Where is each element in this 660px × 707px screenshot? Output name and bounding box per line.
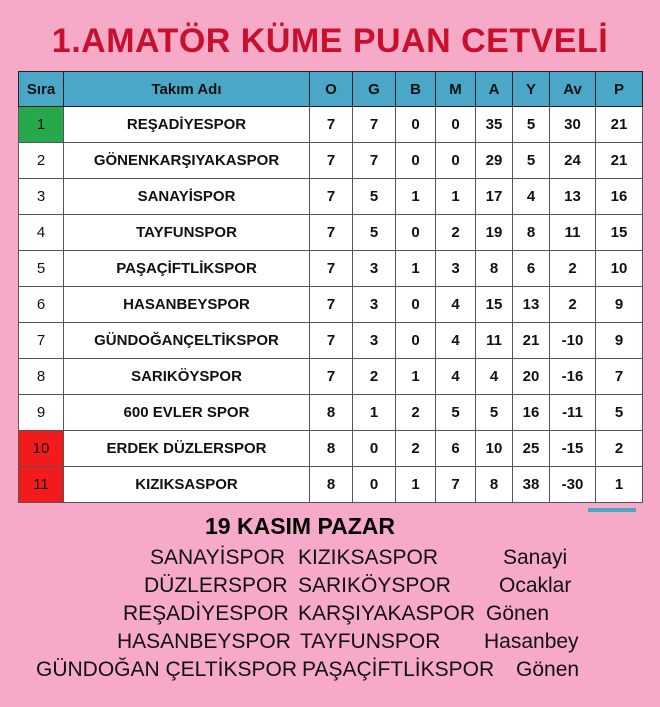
column-header: A [476,72,513,107]
rank-cell: 8 [19,359,64,395]
table-row [19,395,643,431]
stat-cell-a: 11 [476,323,513,359]
stat-cell-av: -10 [550,323,596,359]
stat-cell-av: 24 [550,143,596,179]
team-name-cell: ERDEK DÜZLERSPOR [64,431,310,467]
stat-cell-b: 2 [396,431,436,467]
table-row [19,287,643,323]
stat-cell-o: 7 [310,287,353,323]
stat-cell-av: -16 [550,359,596,395]
stat-cell-a: 17 [476,179,513,215]
stat-cell-m: 1 [436,179,476,215]
rank-cell: 4 [19,215,64,251]
team-name-cell: HASANBEYSPOR [64,287,310,323]
column-header: B [396,72,436,107]
column-header: P [596,72,643,107]
stat-cell-p: 7 [596,359,643,395]
stat-cell-o: 7 [310,143,353,179]
team-name-cell: GÜNDOĞANÇELTİKSPOR [64,323,310,359]
stat-cell-g: 2 [353,359,396,395]
fixture-home-team: SANAYİSPOR [150,546,285,569]
stat-cell-g: 3 [353,323,396,359]
stat-cell-m: 0 [436,143,476,179]
stat-cell-o: 8 [310,467,353,503]
stat-cell-m: 7 [436,467,476,503]
header-row [19,72,643,107]
rank-cell: 6 [19,287,64,323]
stat-cell-av: -11 [550,395,596,431]
stat-cell-o: 7 [310,251,353,287]
stat-cell-m: 4 [436,359,476,395]
team-name-cell: SANAYİSPOR [64,179,310,215]
stat-cell-av: 13 [550,179,596,215]
fixture-venue: Gönen [486,602,550,625]
stat-cell-b: 0 [396,323,436,359]
rank-cell: 2 [19,143,64,179]
stat-cell-a: 15 [476,287,513,323]
table-row [19,143,643,179]
stat-cell-o: 8 [310,431,353,467]
stat-cell-av: -30 [550,467,596,503]
rank-cell: 9 [19,395,64,431]
stat-cell-m: 6 [436,431,476,467]
stat-cell-p: 9 [596,323,643,359]
fixture-home-team: GÜNDOĞAN ÇELTİKSPOR [36,658,297,681]
table-row [19,359,643,395]
standings-table [18,71,643,503]
stat-cell-b: 2 [396,395,436,431]
rank-cell: 10 [19,431,64,467]
column-header: Av [550,72,596,107]
stat-cell-av: 11 [550,215,596,251]
stat-cell-p: 21 [596,107,643,143]
fixture-venue: Gönen [516,658,580,681]
fixture-venue: Sanayi [503,546,568,569]
fixture-away-team: PAŞAÇİFTLİKSPOR [302,658,495,681]
stat-cell-m: 5 [436,395,476,431]
stat-cell-p: 2 [596,431,643,467]
stat-cell-a: 35 [476,107,513,143]
rank-cell: 1 [19,107,64,143]
rank-cell: 7 [19,323,64,359]
stat-cell-a: 29 [476,143,513,179]
stat-cell-av: 2 [550,251,596,287]
stat-cell-y: 38 [513,467,550,503]
stat-cell-y: 13 [513,287,550,323]
standings-body [19,107,643,503]
team-name-cell: TAYFUNSPOR [64,215,310,251]
stat-cell-g: 0 [353,467,396,503]
stat-cell-b: 1 [396,251,436,287]
stat-cell-a: 4 [476,359,513,395]
stat-cell-p: 16 [596,179,643,215]
stat-cell-p: 10 [596,251,643,287]
fixture-away-team: TAYFUNSPOR [300,630,441,653]
column-header: M [436,72,476,107]
stat-cell-p: 9 [596,287,643,323]
stat-cell-av: 30 [550,107,596,143]
stat-cell-a: 10 [476,431,513,467]
stat-cell-o: 7 [310,179,353,215]
team-name-cell: 600 EVLER SPOR [64,395,310,431]
stat-cell-o: 7 [310,323,353,359]
fixture-away-team: SARIKÖYSPOR [298,574,451,597]
stat-cell-a: 5 [476,395,513,431]
stat-cell-y: 6 [513,251,550,287]
rank-cell: 3 [19,179,64,215]
stat-cell-o: 7 [310,359,353,395]
table-row [19,107,643,143]
stat-cell-y: 5 [513,107,550,143]
stat-cell-o: 7 [310,215,353,251]
table-row [19,323,643,359]
table-row [19,251,643,287]
fixture-venue: Ocaklar [499,574,572,597]
stat-cell-a: 8 [476,251,513,287]
column-header: Y [513,72,550,107]
stat-cell-m: 2 [436,215,476,251]
stat-cell-y: 4 [513,179,550,215]
stat-cell-b: 1 [396,467,436,503]
stat-cell-g: 3 [353,251,396,287]
stat-cell-b: 0 [396,287,436,323]
stat-cell-y: 25 [513,431,550,467]
team-name-cell: PAŞAÇİFTLİKSPOR [64,251,310,287]
stat-cell-y: 16 [513,395,550,431]
stat-cell-g: 1 [353,395,396,431]
stat-cell-b: 0 [396,143,436,179]
table-row [19,179,643,215]
stat-cell-y: 21 [513,323,550,359]
stat-cell-g: 5 [353,215,396,251]
stat-cell-m: 3 [436,251,476,287]
table-row [19,215,643,251]
stat-cell-b: 1 [396,359,436,395]
stat-cell-p: 1 [596,467,643,503]
stat-cell-av: -15 [550,431,596,467]
fixture-away-team: KARŞIYAKASPOR [298,602,476,625]
rank-cell: 5 [19,251,64,287]
fixture-home-team: DÜZLERSPOR [144,574,288,597]
stat-cell-m: 0 [436,107,476,143]
stat-cell-b: 1 [396,179,436,215]
stat-cell-g: 7 [353,143,396,179]
fixture-away-team: KIZIKSASPOR [298,546,439,569]
fixture-home-team: HASANBEYSPOR [117,630,291,653]
stat-cell-p: 15 [596,215,643,251]
team-name-cell: GÖNENKARŞIYAKASPOR [64,143,310,179]
stat-cell-g: 5 [353,179,396,215]
column-header: O [310,72,353,107]
stat-cell-o: 7 [310,107,353,143]
stat-cell-y: 20 [513,359,550,395]
stat-cell-g: 0 [353,431,396,467]
table-row [19,467,643,503]
column-header: G [353,72,396,107]
stat-cell-m: 4 [436,287,476,323]
fixture-venue: Hasanbey [484,630,579,653]
stat-cell-p: 21 [596,143,643,179]
stat-cell-p: 5 [596,395,643,431]
stat-cell-a: 19 [476,215,513,251]
stat-cell-o: 8 [310,395,353,431]
page-title: 1.AMATÖR KÜME PUAN CETVELİ [51,22,609,60]
header-accent-strip [588,508,636,512]
team-name-cell: SARIKÖYSPOR [64,359,310,395]
stat-cell-m: 4 [436,323,476,359]
stat-cell-g: 3 [353,287,396,323]
column-header: Takım Adı [64,72,310,107]
stat-cell-y: 5 [513,143,550,179]
stat-cell-g: 7 [353,107,396,143]
team-name-cell: KIZIKSASPOR [64,467,310,503]
stat-cell-a: 8 [476,467,513,503]
stat-cell-av: 2 [550,287,596,323]
fixture-home-team: REŞADİYESPOR [123,602,289,625]
fixtures-title: 19 KASIM PAZAR [205,513,395,539]
stat-cell-y: 8 [513,215,550,251]
rank-cell: 11 [19,467,64,503]
stat-cell-b: 0 [396,107,436,143]
column-header: Sıra [19,72,64,107]
team-name-cell: REŞADİYESPOR [64,107,310,143]
table-row [19,431,643,467]
stat-cell-b: 0 [396,215,436,251]
